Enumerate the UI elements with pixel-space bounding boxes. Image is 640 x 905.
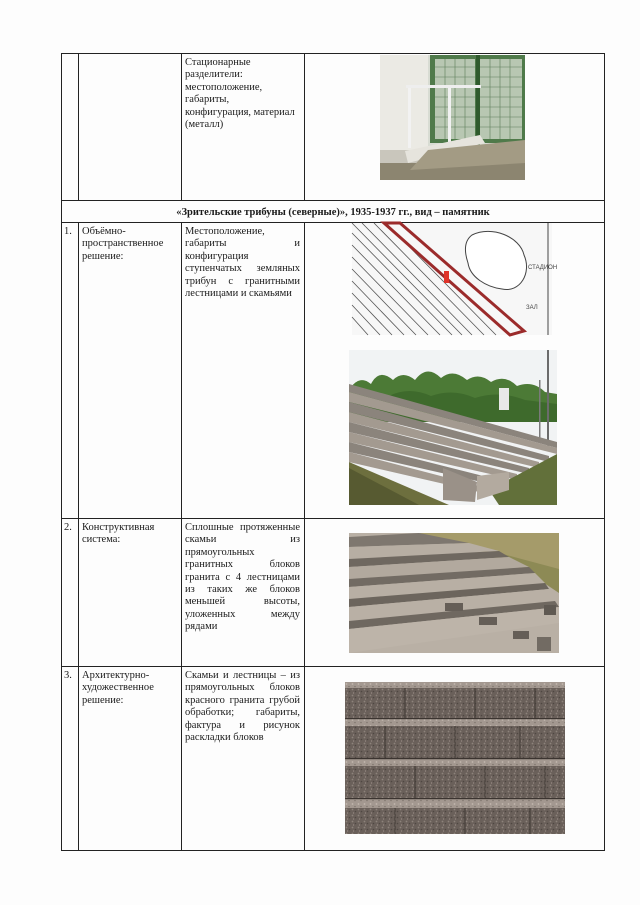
row-name: Конструктивная система: [82,522,155,546]
row-description: Местоположение, габариты и конфигурация ступенчатых земляных трибун с гранитными лестницами и скамьями [185,226,300,300]
table-rule [304,53,305,200]
row-number: 2. [64,522,72,533]
table-rule [181,53,182,200]
section-title: «Зрительские трибуны (северные)», 1935-1937 гг., вид – памятник [176,207,490,218]
table-rule [61,850,605,851]
granite-blocks-closeup-photo [345,682,565,834]
row-name: Архитектурно-художественное решение: [82,670,154,706]
top-row-description: Стационарные разделители: местоположение, габариты, конфигурация, материал (металл) [185,57,295,131]
row-number: 3. [64,670,72,681]
tribune-plan-map [352,223,558,335]
row-description: Сплошные протяженные скамьи из прямоугольных гранитных блоков гранита с 4 лестницами из таких же блоков меньшей высоты, уложенных между рядами [185,522,300,633]
row-number: 1. [64,226,72,237]
table-rule [61,200,605,201]
table-rule [78,53,79,200]
table-rule [61,53,605,54]
fence-divider-photo [380,55,525,180]
table-rule [61,518,605,519]
table-rule [181,222,182,850]
table-rule [304,222,305,850]
table-rule [78,222,79,850]
table-rule [604,53,605,851]
table-rule [61,666,605,667]
table-rule [61,53,62,851]
row-description: Скамьи и лестницы – из прямоугольных блоков красного гранита грубой обработки; габариты, фактура и рисунок раскладки блоков [185,670,300,744]
map-label: ЗАЛ [526,305,538,311]
tribune-photo-overview [349,350,557,505]
row-name: Объёмно-пространственное решение: [82,226,164,262]
map-label: СТАДИОН [528,265,558,271]
granite-benches-photo [349,533,559,653]
